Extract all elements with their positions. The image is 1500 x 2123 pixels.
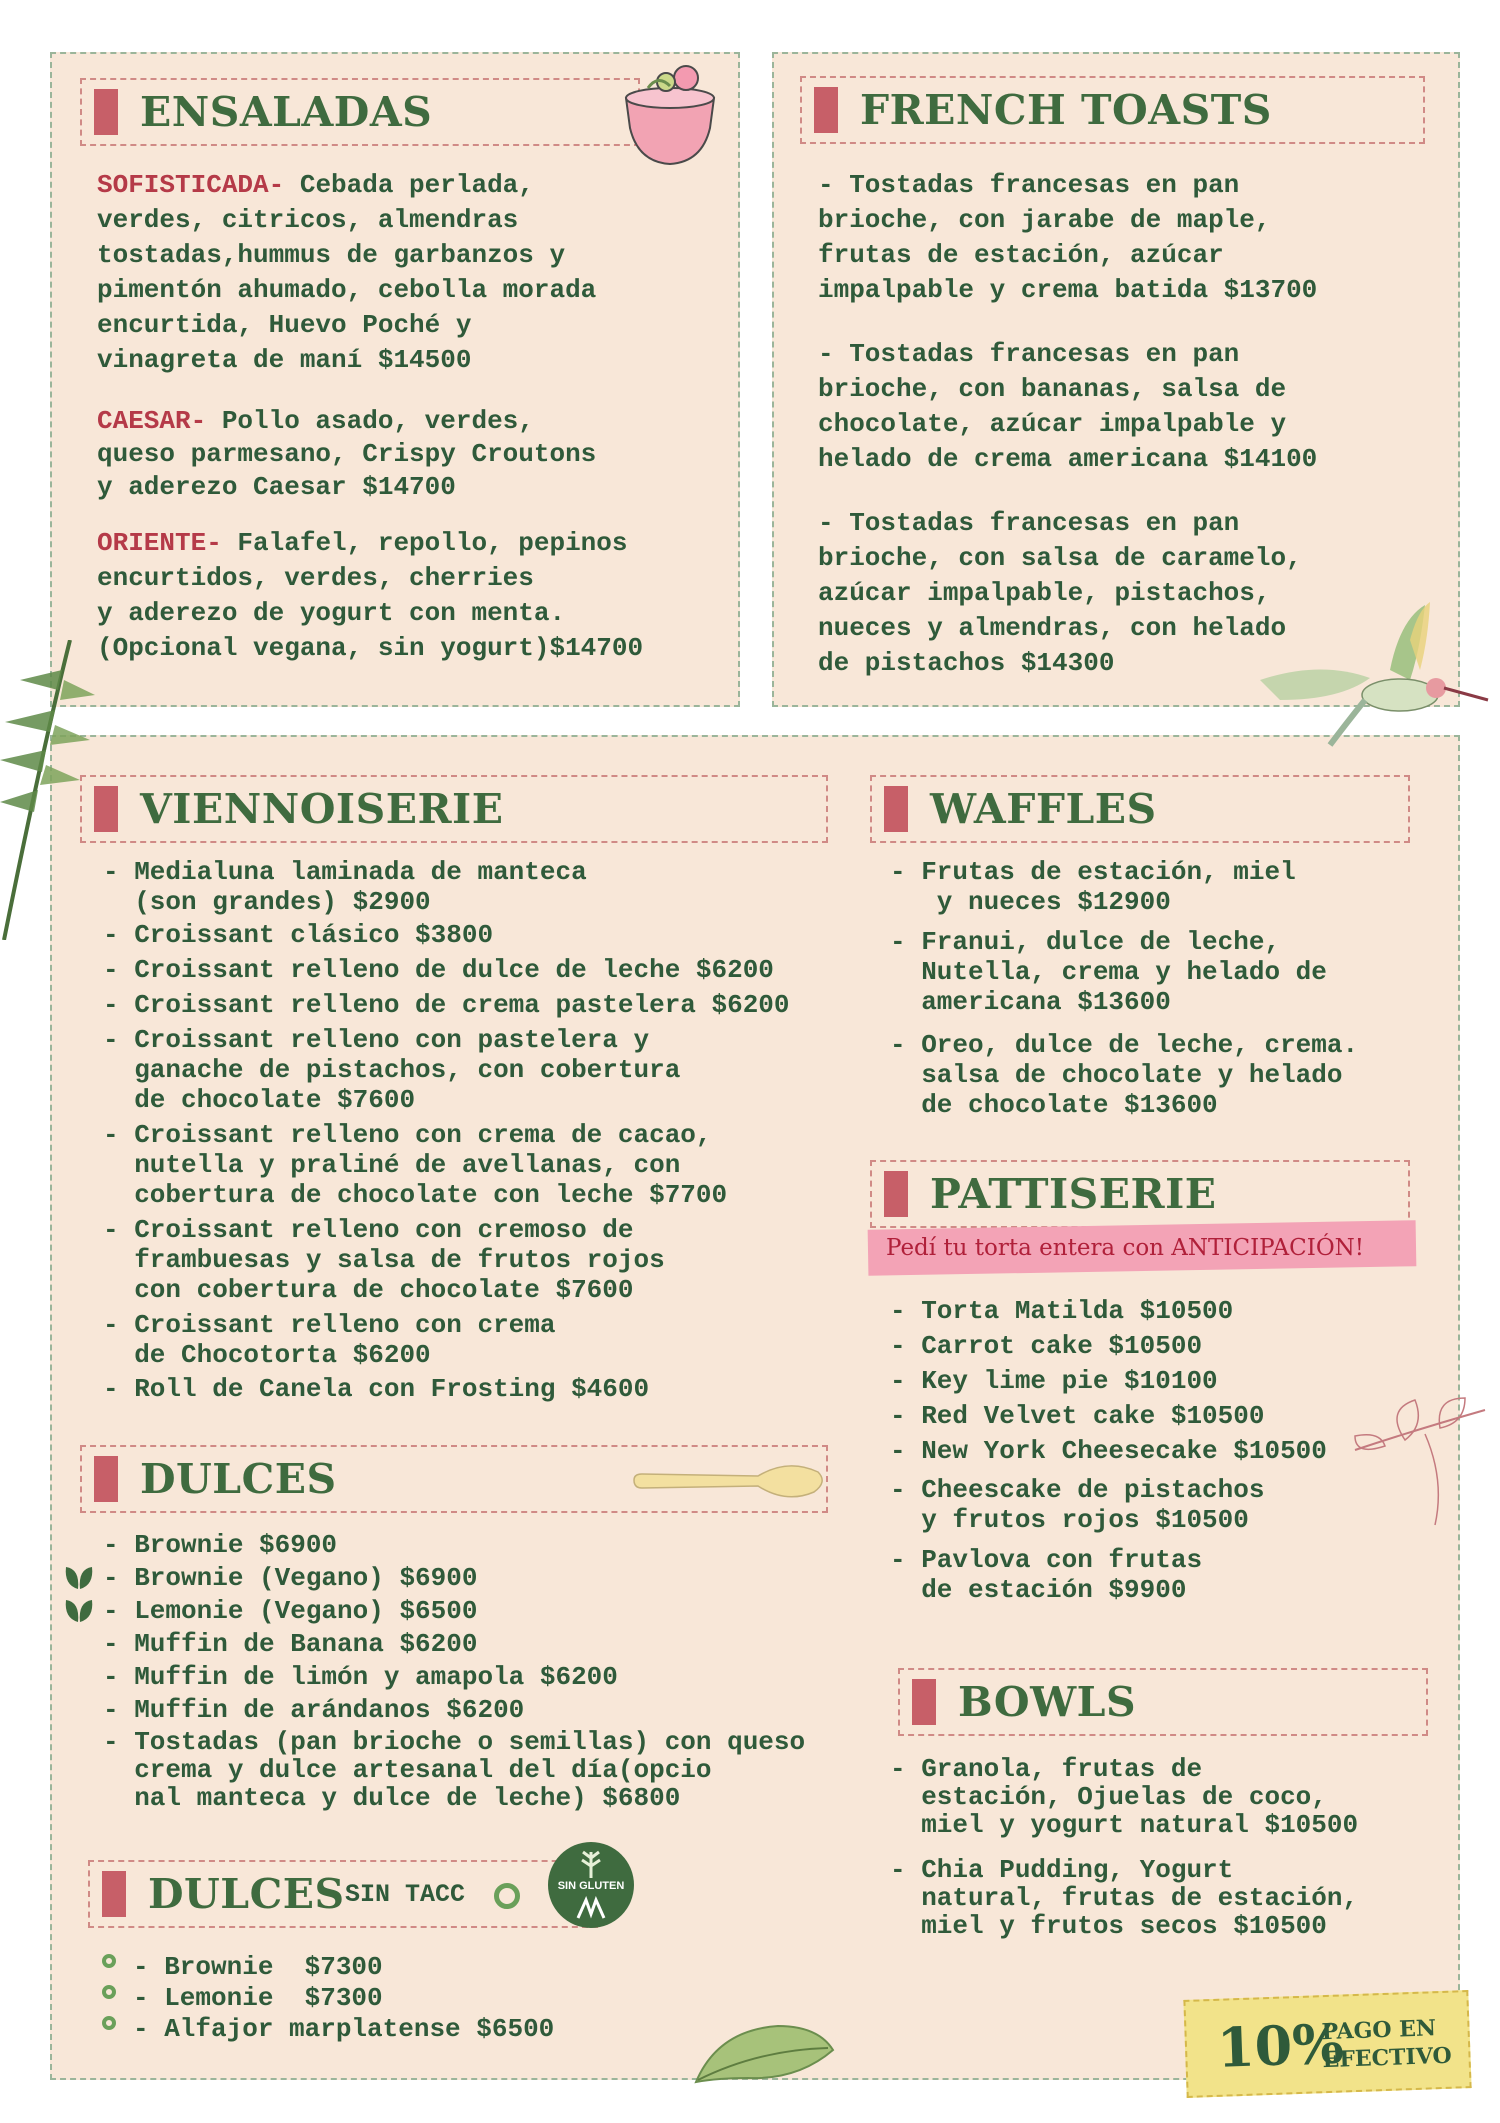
header-accent: [884, 786, 908, 832]
viennoiserie-item: - Medialuna laminada de manteca (son grandes) $2900: [103, 857, 587, 917]
sin-tacc-dot-icon: [102, 1985, 116, 1999]
promo-line1: PAGO EN: [1321, 2015, 1437, 2046]
header-accent: [884, 1171, 908, 1217]
hummingbird-icon: [1250, 600, 1490, 760]
ensalada-sofisticada: SOFISTICADA- Cebada perlada, verdes, citricos, almendras tostadas,hummus de garbanzos y pimentón ahumado, cebolla morada encurtida, Huevo Poché y vinagreta de maní $14500: [97, 170, 597, 375]
section-title: BOWLS: [958, 1678, 1137, 1726]
header-accent: [94, 1456, 118, 1502]
sin-tacc-item: - Brownie $7300: [133, 1952, 383, 1982]
viennoiserie-item: - Croissant relleno de dulce de leche $6200: [103, 955, 774, 985]
leaf-illustration-icon: [688, 2020, 838, 2090]
dulces-sin-tacc-header: [88, 1860, 598, 1928]
pattiserie-item: - Cheescake de pistachos y frutos rojos $10500: [890, 1475, 1265, 1535]
sin-tacc-item: - Lemonie $7300: [133, 1983, 383, 2013]
vegan-leaf-icon: [62, 1563, 96, 1591]
french-toast-item: - Tostadas francesas en pan brioche, con bananas, salsa de chocolate, azúcar impalpable y helado de crema americana $14100: [818, 339, 1318, 474]
dulce-item: - Lemonie (Vegano) $6500: [103, 1596, 478, 1626]
section-title: PATTISERIE: [930, 1170, 1217, 1218]
bowl-icon: [618, 58, 722, 170]
dulce-item: - Brownie (Vegano) $6900: [103, 1563, 478, 1593]
ensaladas-header: [80, 78, 640, 146]
dulce-item: - Muffin de limón y amapola $6200: [103, 1662, 618, 1692]
bowls-header: [898, 1668, 1428, 1736]
viennoiserie-header: [80, 775, 828, 843]
french-toasts-header: [800, 76, 1425, 144]
sin-tacc-dot-icon: [102, 2016, 116, 2030]
vegan-leaf-icon: [62, 1596, 96, 1624]
viennoiserie-item: - Roll de Canela con Frosting $4600: [103, 1374, 650, 1404]
header-accent: [94, 89, 118, 135]
sin-tacc-item: - Alfajor marplatense $6500: [133, 2014, 555, 2044]
sin-tacc-dot-icon: [494, 1883, 520, 1909]
waffle-item: - Oreo, dulce de leche, crema. salsa de chocolate y helado de chocolate $13600: [890, 1030, 1359, 1120]
ensalada-caesar: CAESAR- Pollo asado, verdes, queso parmesano, Crispy Croutons y aderezo Caesar $14700: [97, 406, 597, 502]
wheat-icon: [571, 1848, 611, 1878]
viennoiserie-item: - Croissant relleno con crema de Chocotorta $6200: [103, 1310, 556, 1370]
bowl-item: - Granola, frutas de estación, Ojuelas de coco, miel y yogurt natural $10500: [890, 1754, 1359, 1840]
viennoiserie-item: - Croissant relleno con crema de cacao, nutella y praliné de avellanas, con cobertura de chocolate con leche $7700: [103, 1120, 728, 1210]
header-accent: [912, 1679, 936, 1725]
dulce-item: - Tostadas (pan brioche o semillas) con queso crema y dulce artesanal del día(opcio nal manteca y dulce de leche) $6800: [103, 1727, 806, 1813]
flower-sketch-icon: [1345, 1390, 1495, 1530]
sin-tacc-dot-icon: [102, 1954, 116, 1968]
french-toast-item: - Tostadas francesas en pan brioche, con salsa de caramelo, azúcar impalpable, pistachos, nueces y almendras, con helado de pistachos $14300: [818, 508, 1302, 678]
viennoiserie-item: - Croissant relleno con cremoso de frambuesas y salsa de frutos rojos con cobertura de chocolate $7600: [103, 1215, 665, 1305]
section-title: DULCES: [148, 1870, 345, 1918]
section-title: WAFFLES: [930, 785, 1157, 833]
pattiserie-item: - Key lime pie $10100: [890, 1366, 1218, 1396]
pattiserie-header: [870, 1160, 1410, 1228]
header-accent: [102, 1871, 126, 1917]
anticipacion-note: Pedí tu torta entera con ANTICIPACIÓN!: [886, 1235, 1365, 1261]
sin-gluten-text: SIN GLUTEN: [557, 1880, 625, 1892]
pattiserie-item: - Carrot cake $10500: [890, 1331, 1203, 1361]
promo-line2: EFECTIVO: [1322, 2042, 1453, 2074]
section-title: ENSALADAS: [140, 88, 433, 136]
promo-badge: [1183, 1990, 1471, 2098]
french-toast-item: - Tostadas francesas en pan brioche, con jarabe de maple, frutas de estación, azúcar impalpable y crema batida $13700: [818, 170, 1318, 305]
section-title: DULCES: [140, 1455, 337, 1503]
dulce-item: - Muffin de arándanos $6200: [103, 1695, 525, 1725]
waffle-item: - Franui, dulce de leche, Nutella, crema y helado de americana $13600: [890, 927, 1327, 1017]
section-title: FRENCH TOASTS: [860, 86, 1272, 134]
promo-percent: 10%: [1215, 2011, 1345, 2080]
dulce-item: - Muffin de Banana $6200: [103, 1629, 478, 1659]
sin-tacc-label: SIN TACC: [345, 1880, 466, 1909]
waffles-header: [870, 775, 1410, 843]
dulce-item: - Brownie $6900: [103, 1530, 338, 1560]
waffle-item: - Frutas de estación, miel y nueces $12900: [890, 857, 1296, 917]
pattiserie-item: - Pavlova con frutas de estación $9900: [890, 1545, 1203, 1605]
pattiserie-item: - New York Cheesecake $10500: [890, 1436, 1327, 1466]
viennoiserie-item: - Croissant clásico $3800: [103, 920, 494, 950]
sin-gluten-badge: [548, 1842, 634, 1928]
pattiserie-item: - Red Velvet cake $10500: [890, 1401, 1265, 1431]
header-accent: [814, 87, 838, 133]
section-title: VIENNOISERIE: [140, 785, 504, 833]
hand-icon: [576, 1896, 606, 1920]
viennoiserie-item: - Croissant relleno de crema pastelera $6200: [103, 990, 790, 1020]
pattiserie-item: - Torta Matilda $10500: [890, 1296, 1234, 1326]
header-accent: [94, 786, 118, 832]
viennoiserie-item: - Croissant relleno con pastelera y ganache de pistachos, con cobertura de chocolate $7600: [103, 1025, 681, 1115]
spoon-icon: [628, 1450, 828, 1510]
ensalada-oriente: ORIENTE- Falafel, repollo, pepinos encurtidos, verdes, cherries y aderezo de yogurt con menta. (Opcional vegana, sin yogurt)$14700: [97, 528, 644, 663]
bowl-item: - Chia Pudding, Yogurt natural, frutas de estación, miel y frutos secos $10500: [890, 1855, 1359, 1941]
